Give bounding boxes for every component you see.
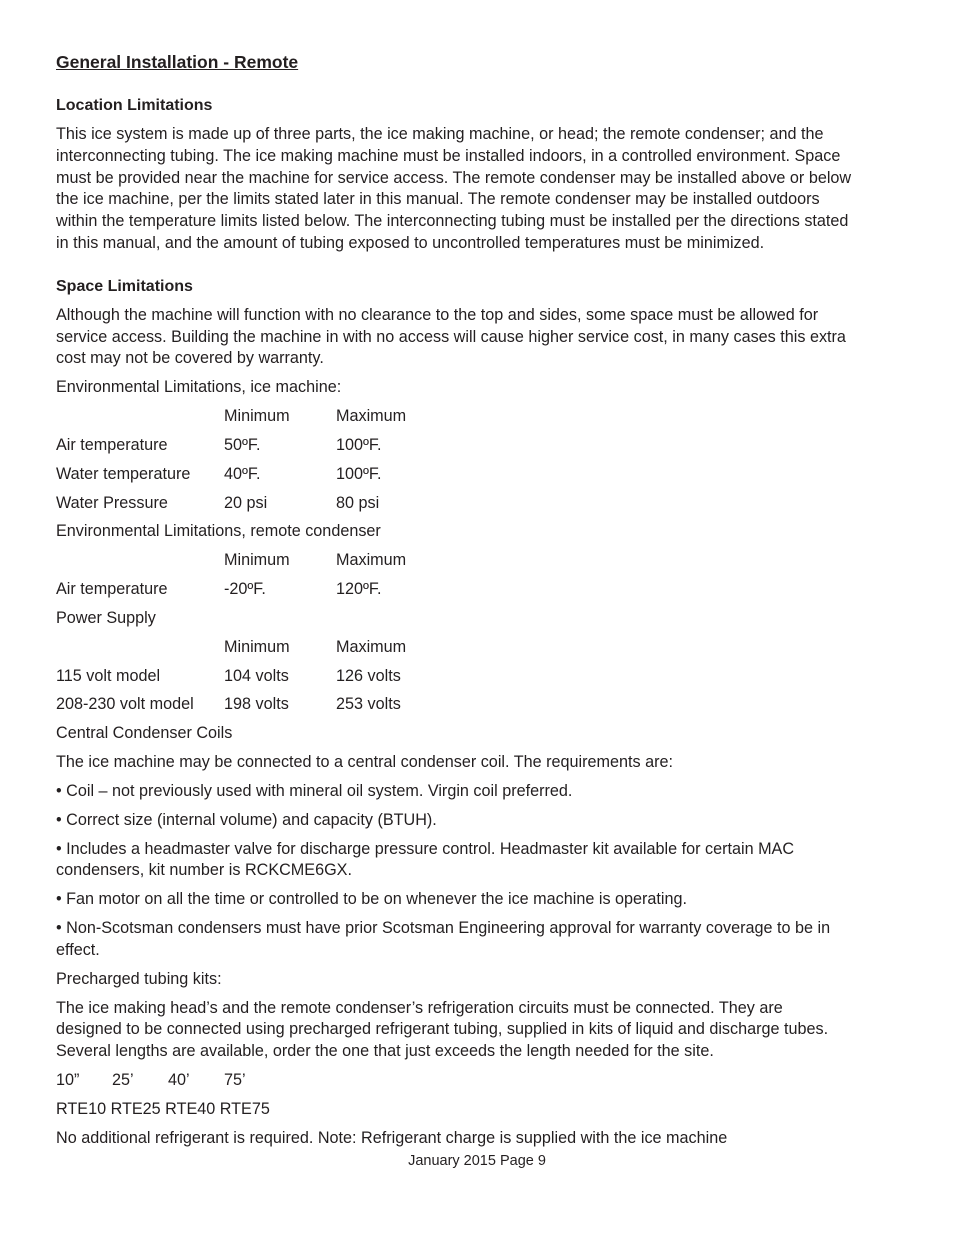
env-cond-col-max: Maximum: [336, 551, 407, 569]
env-ice-row-max: 100ºF.: [336, 465, 382, 483]
location-line: within the temperature limits listed below. The interconnecting tubing must be installed per the directions stated: [56, 212, 849, 230]
tubing-length: 10”: [56, 1071, 80, 1089]
tubing-line: designed to be connected using precharged refrigerant tubing, supplied in kits of liquid and discharge tubes.: [56, 1020, 829, 1038]
tubing-length: 40’: [168, 1071, 190, 1089]
env-ice-col-min: Minimum: [224, 407, 290, 425]
env-ice-caption: Environmental Limitations, ice machine:: [56, 378, 342, 396]
location-line: in this manual, and the amount of tubing exposed to uncontrolled temperatures must be minimized.: [56, 234, 765, 252]
power-row-max: 126 volts: [336, 667, 401, 685]
env-cond-row-label: Air temperature: [56, 580, 168, 598]
page-footer: January 2015 Page 9: [408, 1153, 546, 1169]
env-cond-col-min: Minimum: [224, 551, 290, 569]
central-bullet-cont: effect.: [56, 941, 100, 959]
env-ice-row-max: 80 psi: [336, 494, 380, 512]
location-line: interconnecting tubing. The ice making machine must be installed indoors, in a controlled environment. Space: [56, 147, 841, 165]
central-bullet: • Includes a headmaster valve for discharge pressure control. Headmaster kit available for certain MAC: [56, 840, 795, 858]
location-line: the ice machine, per the limits stated later in this manual. The remote condenser may be installed outdoors: [56, 190, 820, 208]
power-row-label: 208-230 volt model: [56, 695, 194, 713]
env-cond-row-min: -20ºF.: [224, 580, 266, 598]
env-cond-row-max: 120ºF.: [336, 580, 382, 598]
env-ice-row-min: 20 psi: [224, 494, 268, 512]
tubing-line: The ice making head’s and the remote condenser’s refrigeration circuits must be connected. They are: [56, 999, 783, 1017]
central-bullet: • Coil – not previously used with mineral oil system. Virgin coil preferred.: [56, 782, 573, 800]
power-caption: Power Supply: [56, 609, 156, 627]
env-ice-row-label: Water temperature: [56, 465, 191, 483]
space-line: Although the machine will function with no clearance to the top and sides, some space must be allowed for: [56, 306, 819, 324]
page-title: General Installation - Remote: [56, 52, 299, 72]
location-heading: Location Limitations: [56, 97, 213, 114]
tubing-length: 25’: [112, 1071, 134, 1089]
env-cond-caption: Environmental Limitations, remote condenser: [56, 522, 381, 540]
tubing-length: 75’: [224, 1071, 246, 1089]
space-line: service access. Building the machine in with no access will cause higher service cost, in many cases this extra: [56, 328, 846, 346]
location-line: must be provided near the machine for service access. The remote condenser may be installed above or below: [56, 169, 852, 187]
central-intro: The ice machine may be connected to a central condenser coil. The requirements are:: [56, 753, 673, 771]
env-ice-row-label: Water Pressure: [56, 494, 168, 512]
power-col-max: Maximum: [336, 638, 407, 656]
space-heading: Space Limitations: [56, 278, 193, 295]
power-col-min: Minimum: [224, 638, 290, 656]
tubing-kits: RTE10 RTE25 RTE40 RTE75: [56, 1100, 270, 1118]
env-ice-col-max: Maximum: [336, 407, 407, 425]
power-row-label: 115 volt model: [56, 667, 161, 685]
central-bullet: • Non-Scotsman condensers must have prior Scotsman Engineering approval for warranty coverage to be in: [56, 919, 831, 937]
env-ice-row-min: 50ºF.: [224, 436, 261, 454]
power-row-max: 253 volts: [336, 695, 401, 713]
env-ice-row-min: 40ºF.: [224, 465, 261, 483]
space-line: cost may not be covered by warranty.: [56, 349, 324, 367]
central-bullet: • Correct size (internal volume) and capacity (BTUH).: [56, 811, 437, 829]
tubing-caption: Precharged tubing kits:: [56, 970, 222, 988]
central-caption: Central Condenser Coils: [56, 724, 233, 742]
central-bullet: • Fan motor on all the time or controlled to be on whenever the ice machine is operating.: [56, 890, 688, 908]
env-ice-row-label: Air temperature: [56, 436, 168, 454]
location-line: This ice system is made up of three parts, the ice making machine, or head; the remote condenser; and the: [56, 125, 824, 143]
tubing-note: No additional refrigerant is required. Note: Refrigerant charge is supplied with the ice machine: [56, 1129, 728, 1147]
power-row-min: 104 volts: [224, 667, 289, 685]
env-ice-row-max: 100ºF.: [336, 436, 382, 454]
tubing-line: Several lengths are available, order the one that just exceeds the length needed for the site.: [56, 1042, 714, 1060]
power-row-min: 198 volts: [224, 695, 289, 713]
central-bullet-cont: condensers, kit number is RCKCME6GX.: [56, 861, 352, 879]
